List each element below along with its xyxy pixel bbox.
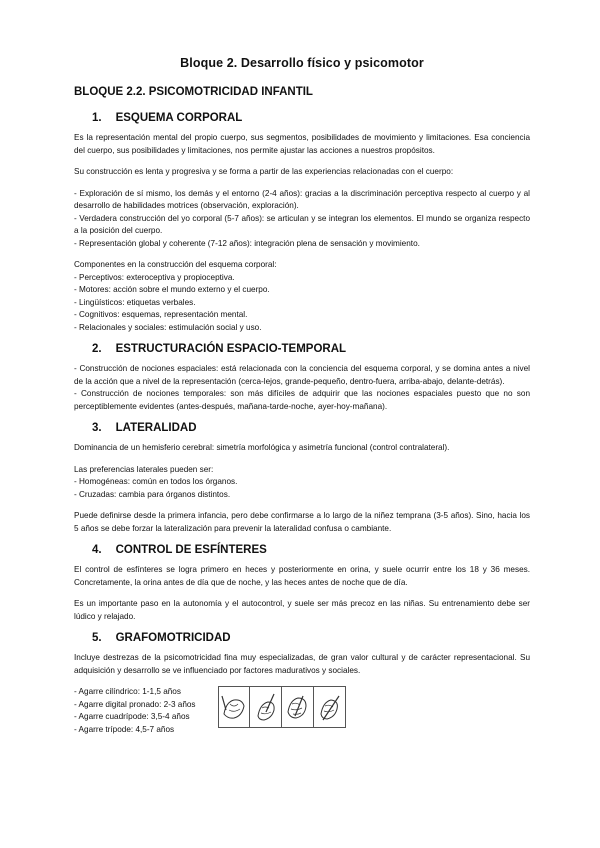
list-item: - Motores: acción sobre el mundo externo y el cuerpo. bbox=[74, 285, 270, 294]
list-item: - Agarre trípode: 4,5-7 años bbox=[74, 724, 175, 734]
paragraph: Su construcción es lenta y progresiva y se forma a partir de las experiencias relacionadas con el cuerpo: bbox=[74, 167, 454, 176]
document-page bbox=[74, 56, 530, 742]
section-heading bbox=[74, 343, 530, 355]
grips-row bbox=[74, 686, 530, 736]
block-heading: BLOQUE 2.2. PSICOMOTRICIDAD INFANTIL bbox=[74, 86, 313, 98]
section-control-esfinteres bbox=[74, 544, 530, 623]
grips-list bbox=[74, 686, 196, 736]
stages-list bbox=[74, 188, 530, 251]
section-heading bbox=[74, 632, 530, 644]
paragraph: Es un importante paso en la autonomía y el autocontrol, y suele ser más precoz en las niñas. Su entrenamiento debe ser lúdico y relajado. bbox=[74, 599, 530, 621]
nociones-list bbox=[74, 363, 530, 413]
section-esquema-corporal bbox=[74, 112, 530, 334]
list-item: - Lingüísticos: etiquetas verbales. bbox=[74, 297, 196, 307]
list-item: - Verdadera construcción del yo corporal (5-7 años): se articulan y se integran los elementos. El mundo se organiza respecto a la posición del cuerpo. bbox=[74, 213, 530, 235]
section-title: ESTRUCTURACIÓN ESPACIO-TEMPORAL bbox=[115, 343, 347, 355]
paragraph: El control de esfínteres se logra primero en heces y posteriormente en orina, y suele ocurrir entre los 18 y 36 meses. Concretamente, la orina antes de día que de noche, y las heces antes de noche que de día. bbox=[74, 565, 530, 587]
grip-tripod-illustration bbox=[314, 687, 345, 727]
section-number: 1. bbox=[92, 112, 102, 124]
section-title: GRAFOMOTRICIDAD bbox=[115, 632, 231, 644]
section-title: CONTROL DE ESFÍNTERES bbox=[115, 544, 267, 556]
paragraph: Las preferencias laterales pueden ser: bbox=[74, 464, 214, 474]
document-title: Bloque 2. Desarrollo físico y psicomotor bbox=[180, 56, 424, 70]
section-heading bbox=[74, 544, 530, 556]
components-list bbox=[74, 272, 530, 335]
list-item: - Cruzadas: cambia para órganos distintos. bbox=[74, 489, 231, 499]
section-number: 5. bbox=[92, 632, 102, 644]
hand-icon bbox=[283, 690, 311, 724]
list-item: - Relacionales y sociales: estimulación social y uso. bbox=[74, 322, 262, 332]
grip-illustrations bbox=[218, 686, 346, 728]
grip-cylindrical-illustration bbox=[219, 687, 251, 727]
list-item: - Construcción de nociones espaciales: está relacionada con la conciencia del esquema corporal, y se domina antes a nivel de la acción que a nivel de la representación (cerca-lejos, grande-pequeño, dentro-fuera, arriba-abajo, delante-detrás). bbox=[74, 364, 530, 386]
paragraph: Puede definirse desde la primera infancia, pero debe confirmarse a lo largo de la niñez temprana (3-5 años). Sino, hacia los 5 años se debe forzar la lateralización para prevenir la lateralidad confusa o cambiante. bbox=[74, 511, 530, 533]
preferences-list bbox=[74, 476, 530, 501]
section-number: 3. bbox=[92, 422, 102, 434]
paragraph: Dominancia de un hemisferio cerebral: simetría morfológica y asimetría funcional (control contralateral). bbox=[74, 443, 450, 452]
list-item: - Cognitivos: esquemas, representación mental. bbox=[74, 310, 248, 319]
list-item: - Representación global y coherente (7-12 años): integración plena de sensación y movimiento. bbox=[74, 238, 420, 248]
list-item: - Agarre digital pronado: 2-3 años bbox=[74, 699, 196, 709]
list-item: - Homogéneas: común en todos los órganos. bbox=[74, 477, 238, 486]
section-heading bbox=[74, 422, 530, 434]
paragraph: Es la representación mental del propio cuerpo, sus segmentos, posibilidades de movimiento y limitaciones. Esa conciencia del cuerpo, sus posibilidades y limitaciones, nos permite ajustar las acciones a nuestros propósitos. bbox=[74, 133, 530, 155]
section-grafomotricidad bbox=[74, 632, 530, 736]
section-espacio-temporal bbox=[74, 343, 530, 413]
hand-icon bbox=[220, 690, 248, 724]
section-number: 4. bbox=[92, 544, 102, 556]
section-title: ESQUEMA CORPORAL bbox=[115, 112, 243, 124]
list-item: - Agarre cuadrípode: 3,5-4 años bbox=[74, 712, 190, 721]
list-item: - Agarre cilíndrico: 1-1,5 años bbox=[74, 687, 181, 696]
paragraph: Componentes en la construcción del esquema corporal: bbox=[74, 260, 277, 269]
grip-digital-pronated-illustration bbox=[250, 687, 282, 727]
section-lateralidad bbox=[74, 422, 530, 535]
grip-quadrupod-illustration bbox=[282, 687, 314, 727]
hand-icon bbox=[315, 690, 343, 724]
section-heading bbox=[74, 112, 530, 124]
paragraph: Incluye destrezas de la psicomotricidad fina muy especializadas, de gran valor cultural y de carácter representacional. Su adquisición y desarrollo se ve influenciado por factores madurativos y sociales. bbox=[74, 653, 530, 675]
section-number: 2. bbox=[92, 343, 102, 355]
hand-icon bbox=[252, 690, 280, 724]
list-item: - Exploración de sí mismo, los demás y el entorno (2-4 años): gracias a la discriminación perceptiva respecto al cuerpo y al desarrollo de habilidades motrices (observación, exploración). bbox=[74, 188, 530, 210]
section-title: LATERALIDAD bbox=[115, 422, 197, 434]
list-item: - Construcción de nociones temporales: son más difíciles de adquirir que las nociones espaciales puesto que no son perceptiblemente evidentes (antes-después, mañana-tarde-noche, ayer-hoy-mañana). bbox=[74, 389, 530, 411]
list-item: - Perceptivos: exteroceptiva y propioceptiva. bbox=[74, 272, 235, 282]
